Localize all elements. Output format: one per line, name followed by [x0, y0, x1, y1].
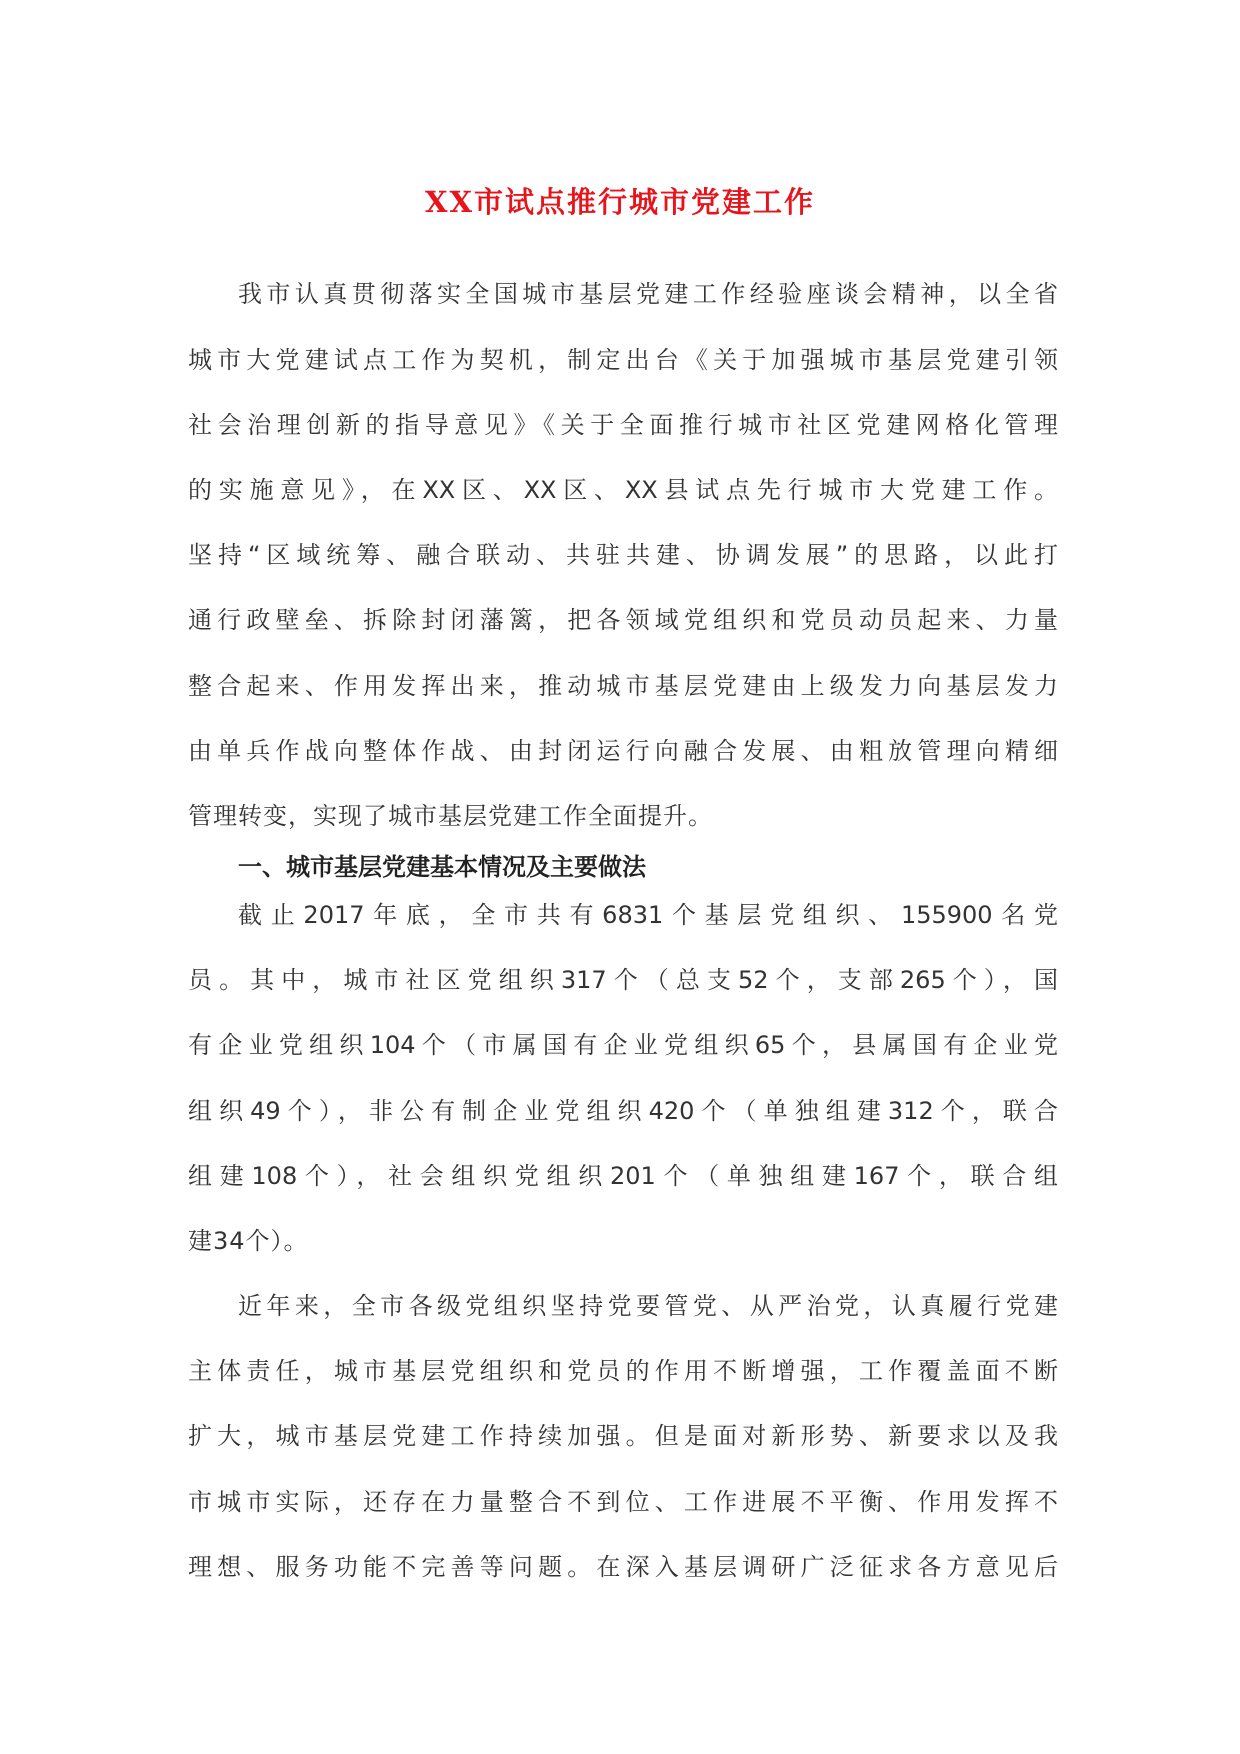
text-line: 近年来，全市各级党组织坚持党要管党、从严治党，认真履行党建	[238, 1292, 1058, 1320]
text-line: 整合起来、作用发挥出来，推动城市基层党建由上级发力向基层发力	[188, 672, 1058, 700]
text-line: 管理转变，实现了城市基层党建工作全面提升。	[188, 802, 713, 830]
text-line: 我市认真贯彻落实全国城市基层党建工作经验座谈会精神，以全省	[238, 280, 1058, 308]
section-heading: 一、城市基层党建基本情况及主要做法	[238, 853, 646, 881]
text-line: 建34个）。	[188, 1227, 309, 1255]
text-line: 组织49个），非公有制企业党组织420个（单独组建312个，联合	[188, 1097, 1058, 1125]
text-line: 市城市实际，还存在力量整合不到位、工作进展不平衡、作用发挥不	[188, 1488, 1058, 1516]
text-line: 截止2017年底，全市共有6831个基层党组织、155900名党	[238, 901, 1058, 929]
text-line: 主体责任，城市基层党组织和党员的作用不断增强，工作覆盖面不断	[188, 1357, 1058, 1385]
document-title: XX市试点推行城市党建工作	[424, 185, 815, 219]
text-line: 组建108个），社会组织党组织201个（单独组建167个，联合组	[188, 1162, 1058, 1190]
text-line: 社会治理创新的指导意见》《关于全面推行城市社区党建网格化管理	[188, 411, 1058, 439]
text-line: 的实施意见》，在XX区、XX区、XX县试点先行城市大党建工作。	[188, 476, 1058, 504]
text-line: 坚持“区域统筹、融合联动、共驻共建、协调发展”的思路，以此打	[188, 541, 1058, 569]
text-line: 扩大，城市基层党建工作持续加强。但是面对新形势、新要求以及我	[188, 1422, 1058, 1450]
text-line: 理想、服务功能不完善等问题。在深入基层调研广泛征求各方意见后	[188, 1553, 1058, 1581]
text-line: 由单兵作战向整体作战、由封闭运行向融合发展、由粗放管理向精细	[188, 737, 1058, 765]
text-line: 城市大党建试点工作为契机，制定出台《关于加强城市基层党建引领	[188, 346, 1058, 374]
text-line: 通行政壁垒、拆除封闭藩篱，把各领域党组织和党员动员起来、力量	[188, 606, 1058, 634]
text-line: 有企业党组织104个（市属国有企业党组织65个，县属国有企业党	[188, 1031, 1058, 1059]
text-line: 员。其中，城市社区党组织317个（总支52个，支部265个），国	[188, 966, 1058, 994]
